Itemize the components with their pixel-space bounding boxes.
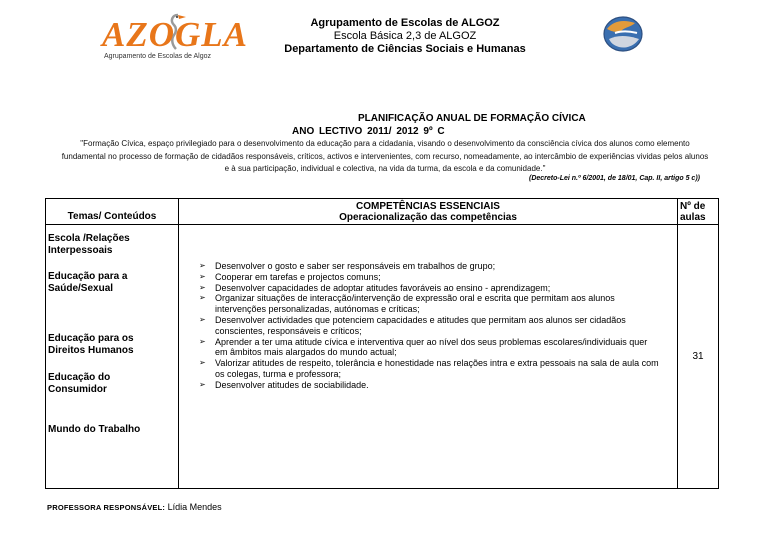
arrow-bullet-icon: ➢	[199, 293, 206, 303]
competency-text: Cooperar em tarefas e projectos comuns;	[215, 271, 381, 282]
list-item	[199, 380, 661, 391]
header-comp-subtitle: Operacionalização das competências	[339, 211, 517, 223]
school-logo	[102, 15, 248, 63]
footer-teacher	[47, 502, 222, 512]
document-title: PLANIFICAÇÃO ANUAL DE FORMAÇÃO CÍVICA	[358, 113, 586, 124]
teacher-label: PROFESSORA RESPONSÁVEL:	[47, 503, 166, 512]
header-school-name: Escola Básica 2,3 de ALGOZ	[333, 30, 477, 42]
competencies-list	[199, 261, 661, 391]
theme-item: Educação para a Saúde/Sexual	[48, 271, 128, 294]
logo-subtitle: Agrupamento de Escolas de Algoz	[104, 53, 212, 60]
arrow-bullet-icon: ➢	[199, 271, 206, 281]
logo-wordmark: AZOGLA	[102, 15, 248, 54]
theme-item: Educação para os Direitos Humanos	[48, 333, 134, 356]
list-item	[199, 358, 661, 380]
list-item	[199, 293, 661, 315]
arrow-bullet-icon: ➢	[199, 282, 206, 292]
competency-text: Organizar situações de interacção/intervenção de expressão oral e escrita que permitam aos alunos intervenções personalizadas, autónomas e críticas;	[215, 293, 615, 315]
competency-text: Valorizar atitudes de respeito, tolerância e honestidade nas relações intra e extra pessoais na sala de aula com os colegas, turma e professora;	[215, 358, 659, 379]
list-item	[199, 283, 661, 294]
arrow-bullet-icon: ➢	[199, 379, 206, 389]
header-department: Departamento de Ciências Sociais e Humanas	[284, 43, 526, 55]
theme-item: Escola /Relações Interpessoais	[48, 233, 130, 256]
themes-cell	[46, 225, 179, 489]
list-item	[199, 337, 661, 359]
header-aulas-line1: Nº de	[680, 200, 706, 212]
competency-text: Desenvolver actividades que potenciem capacidades e atitudes que permitam aos alunos ser cidadãos conscientes, responsáveis e críticos;	[215, 314, 626, 336]
list-item	[199, 315, 661, 337]
competency-text: Aprender a ter uma atitude cívica e interventiva quer ao nível dos seus problemas escolares/individuais quer em âmbitos mais alargados do mundo actual;	[215, 336, 648, 358]
competencies-cell	[179, 225, 678, 489]
school-year: ANO LECTIVO 2011/ 2012 9º C	[292, 126, 445, 137]
theme-item: Mundo do Trabalho	[48, 424, 141, 435]
planning-table	[45, 198, 719, 489]
school-header	[280, 17, 530, 56]
header-aulas-line2: aulas	[680, 211, 706, 223]
header-group-name: Agrupamento de Escolas de ALGOZ	[310, 17, 500, 29]
competency-text: Desenvolver atitudes de sociabilidade.	[215, 379, 369, 390]
theme-item: Educação do Consumidor	[48, 372, 111, 395]
arrow-bullet-icon: ➢	[199, 358, 206, 368]
legal-quote: "Formação Cívica, espaço privilegiado para o desenvolvimento da educação para a cidadania, visando o desenvolvimento da consciência cívica dos alunos como elemento fundamental no processo de formação de cidadãos responsáveis, críticos, activos e intervenientes, com recurso, nomeadamente, ao intercâmbio de experiências vividas pelos alunos e à sua participação, individual e colectiva, na vida da turma, da escola e da comunidade."	[61, 139, 709, 173]
header-temas: Temas/ Conteúdos	[46, 199, 179, 225]
globe-emblem-icon	[601, 13, 645, 53]
list-item	[199, 261, 661, 272]
legal-citation: (Decreto-Lei n.º 6/2001, de 18/01, Cap. II, artigo 5 c))	[528, 175, 700, 182]
table-header-row	[46, 199, 719, 225]
teacher-name: Lídia Mendes	[167, 502, 222, 512]
table-body-row	[46, 225, 719, 489]
competency-text: Desenvolver capacidades de adoptar atitudes favoráveis ao ensino - aprendizagem;	[215, 282, 551, 293]
aulas-count: 31	[678, 225, 719, 489]
competency-text: Desenvolver o gosto e saber ser responsáveis em trabalhos de grupo;	[215, 261, 496, 271]
arrow-bullet-icon: ➢	[199, 336, 206, 346]
header-comp-title: COMPETÊNCIAS ESSENCIAIS	[356, 200, 500, 212]
list-item	[199, 272, 661, 283]
arrow-bullet-icon: ➢	[199, 261, 206, 270]
arrow-bullet-icon: ➢	[199, 314, 206, 324]
header-aulas	[678, 199, 719, 225]
header-competencias	[179, 199, 678, 225]
